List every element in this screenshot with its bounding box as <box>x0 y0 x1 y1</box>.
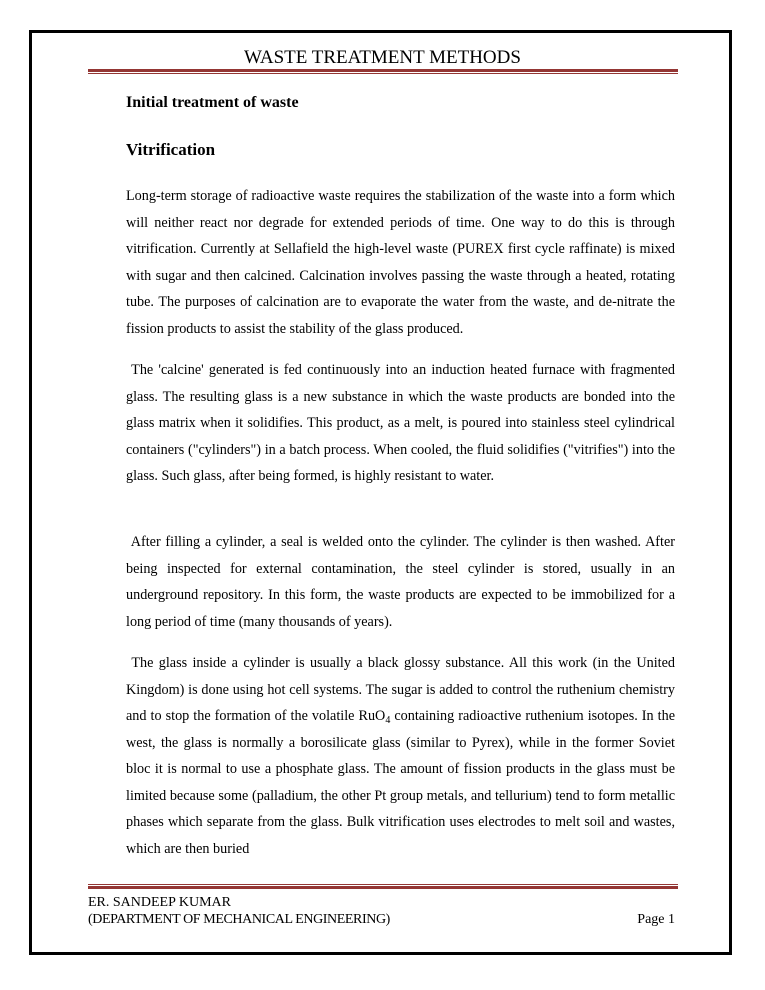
paragraph-2 <box>126 357 675 490</box>
paragraph-4-text-a: The glass inside a cylinder is usually a black glossy substance. All this work (in the United Kingdom) is done using hot cell systems. The sugar is added to control the ruthenium chemistry and to stop the formation of the volatile RuO <box>126 655 676 724</box>
page-number: Page 1 <box>637 912 675 927</box>
paragraph-4 <box>126 650 675 862</box>
paragraph-1: Long-term storage of radioactive waste requires the stabilization of the waste into a form which will neither react nor degrade for extended periods of time. One way to do this is through vitrification. Currently at Sellafield the high-level waste (PUREX first cycle raffinate) is mixed with sugar and then calcined. Calcination involves passing the waste through a heated, rotating tube. The purposes of calcination are to evaporate the water from the waste, and de-nitrate the fission products to assist the stability of the glass produced. <box>126 188 675 337</box>
header-rule <box>88 69 678 74</box>
footer-author: ER. SANDEEP KUMAR <box>88 895 231 910</box>
paragraph-3-text: After filling a cylinder, a seal is welded onto the cylinder. The cylinder is then washed. After being inspected for external contamination, the steel cylinder is stored, usually in an underground repository. In this form, the waste products are expected to be immobilized for a long period of time (many thousands of years). <box>126 534 675 630</box>
footer-rule <box>88 884 678 889</box>
header-title: WASTE TREATMENT METHODS <box>244 47 521 68</box>
section-heading: Initial treatment of waste <box>126 94 299 111</box>
subscript-4: 4 <box>385 715 391 726</box>
footer-department: (DEPARTMENT OF MECHANICAL ENGINEERING) <box>88 912 390 927</box>
paragraph-4-text-b: containing radioactive ruthenium isotopes. In the west, the glass is normally a borosilicate glass (similar to Pyrex), while in the former Soviet bloc it is normal to use a phosphate glass. The amount of fission products in the glass must be limited because some (palladium, the other Pt group metals, and tellurium) tend to form metallic phases which separate from the glass. Bulk vitrification uses electrodes to melt soil and wastes, which are then buried <box>126 708 675 857</box>
paragraph-2-text: The 'calcine' generated is fed continuously into an induction heated furnace with fragmented glass. The resulting glass is a new substance in which the waste products are bonded into the glass matrix when it solidifies. This product, as a melt, is poured into stainless steel cylindrical containers ("cylinders") in a batch process. When cooled, the fluid solidifies ("vitrifies") into the glass. Such glass, after being formed, is highly resistant to water. <box>126 362 675 484</box>
paragraph-3 <box>126 529 675 635</box>
subsection-heading: Vitrification <box>126 140 216 159</box>
